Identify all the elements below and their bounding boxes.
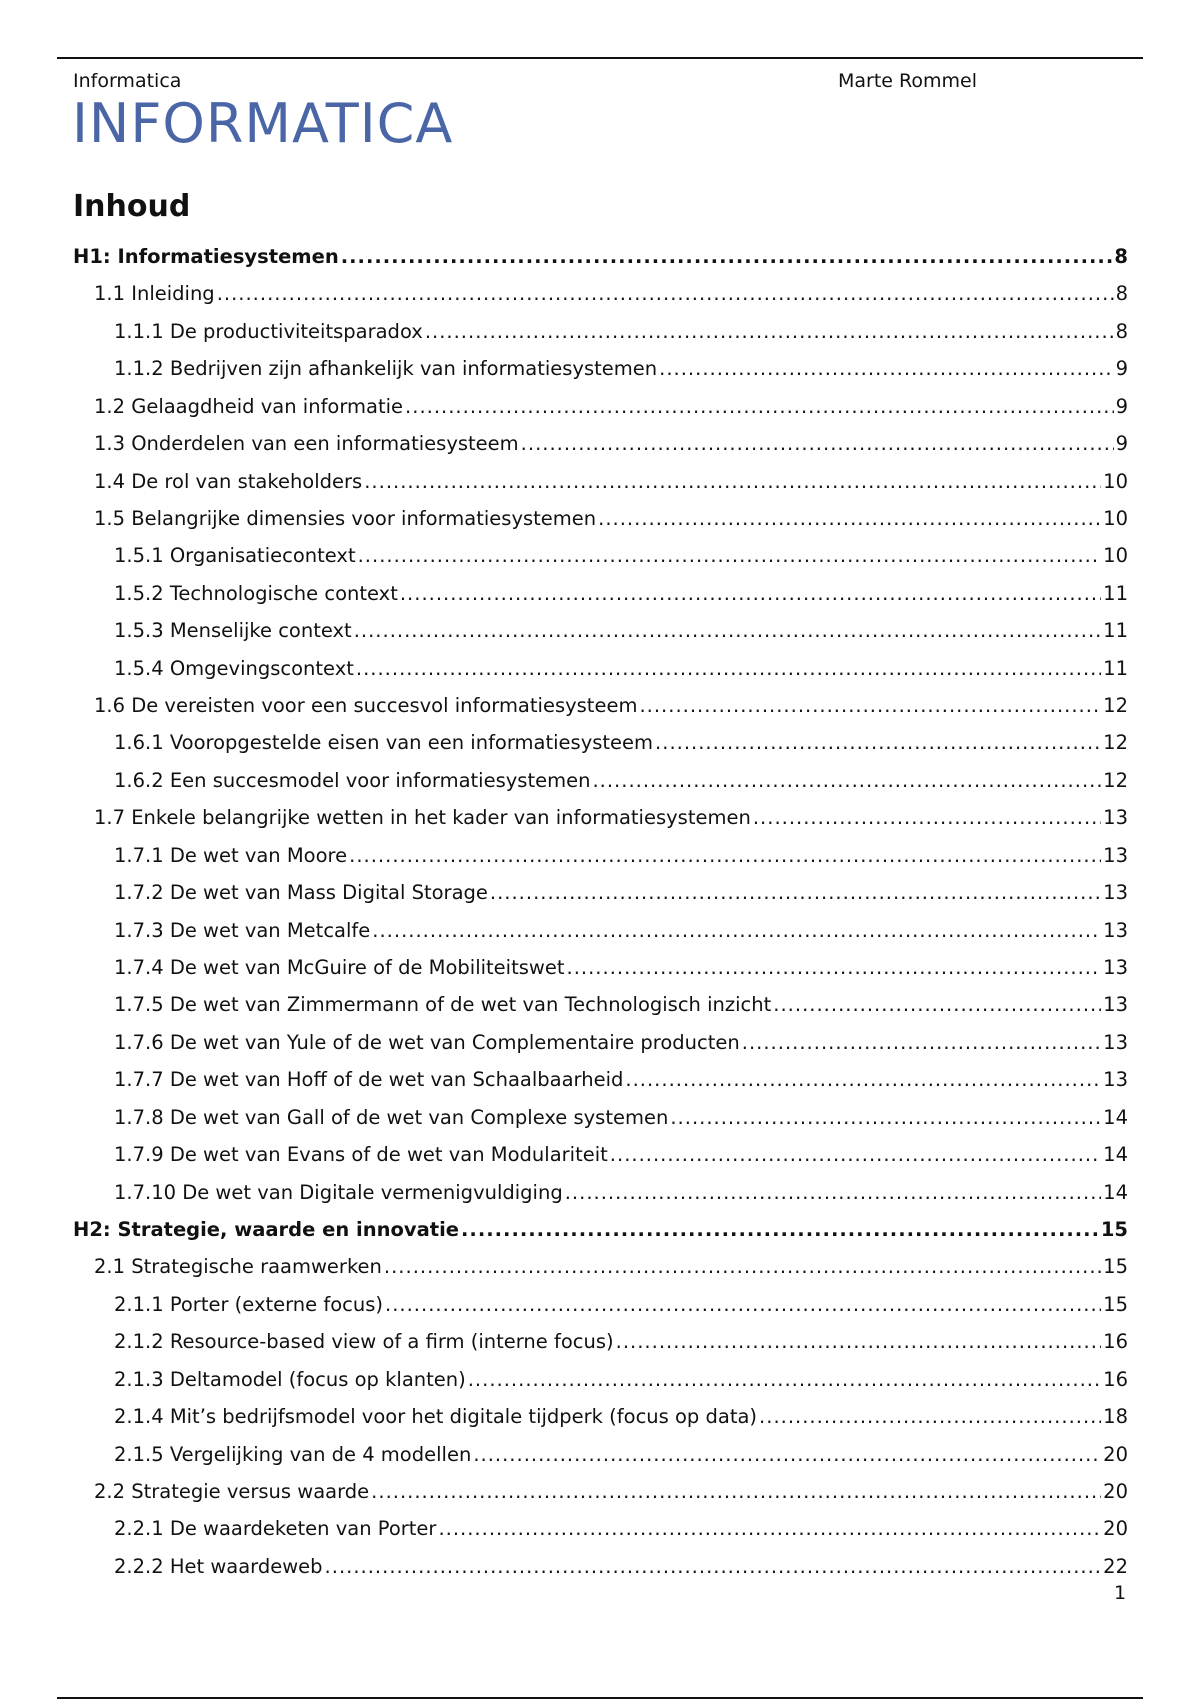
toc-entry-title: H1: Informatiesystemen	[73, 245, 339, 268]
toc-entry[interactable]	[73, 1510, 1128, 1547]
toc-dot-leader	[461, 1211, 1099, 1248]
toc-entry[interactable]	[73, 687, 1128, 724]
toc-dot-leader	[358, 537, 1102, 574]
toc-dot-leader	[670, 1099, 1101, 1136]
toc-entry[interactable]	[73, 762, 1128, 799]
toc-dot-leader	[625, 1061, 1101, 1098]
toc-entry-title: 1.7.3 De wet van Metcalfe	[114, 918, 371, 942]
toc-entry-page: 20	[1103, 1479, 1128, 1503]
toc-entry-title: 2.1 Strategische raamwerken	[94, 1255, 382, 1279]
toc-dot-leader	[425, 313, 1114, 350]
toc-entry[interactable]	[73, 463, 1128, 500]
toc-entry-page: 10	[1103, 506, 1128, 530]
toc-dot-leader	[592, 762, 1101, 799]
toc-entry[interactable]	[73, 425, 1128, 462]
toc-entry[interactable]	[73, 238, 1128, 275]
toc-heading: Inhoud	[73, 189, 191, 224]
toc-entry-title: 1.7.10 De wet van Digitale vermenigvuldiging	[114, 1180, 563, 1204]
toc-entry-title: 1.6.1 Vooropgestelde eisen van een informatiesysteem	[114, 731, 654, 755]
toc-dot-leader	[610, 1136, 1101, 1173]
toc-entry[interactable]	[73, 388, 1128, 425]
toc-entry-title: 1.6 De vereisten voor een succesvol informatiesysteem	[94, 694, 638, 718]
toc-entry-page: 13	[1103, 956, 1128, 980]
toc-entry[interactable]	[73, 1211, 1128, 1248]
toc-entry[interactable]	[73, 1436, 1128, 1473]
toc-dot-leader	[341, 238, 1113, 275]
toc-entry-page: 12	[1103, 731, 1128, 755]
toc-entry[interactable]	[73, 1061, 1128, 1098]
toc-entry[interactable]	[73, 350, 1128, 387]
toc-dot-leader	[565, 1174, 1101, 1211]
toc-entry-title: 1.5.3 Menselijke context	[114, 619, 352, 643]
toc-entry[interactable]	[73, 275, 1128, 312]
toc-entry[interactable]	[73, 500, 1128, 537]
table-of-contents	[73, 238, 1128, 1585]
toc-dot-leader	[438, 1510, 1101, 1547]
toc-dot-leader	[371, 1473, 1101, 1510]
toc-entry-title: 1.3 Onderdelen van een informatiesysteem	[94, 432, 519, 456]
toc-dot-leader	[598, 500, 1101, 537]
toc-entry[interactable]	[73, 912, 1128, 949]
toc-entry[interactable]	[73, 837, 1128, 874]
toc-entry-page: 15	[1103, 1292, 1128, 1316]
toc-dot-leader	[639, 687, 1101, 724]
toc-entry-page: 8	[1114, 245, 1128, 268]
toc-entry-title: 2.2 Strategie versus waarde	[94, 1479, 370, 1503]
toc-dot-leader	[753, 799, 1101, 836]
toc-dot-leader	[773, 986, 1101, 1023]
footer-rule	[57, 1697, 1143, 1699]
toc-entry-page: 16	[1103, 1330, 1128, 1354]
toc-entry[interactable]	[73, 799, 1128, 836]
toc-entry-page: 9	[1115, 394, 1128, 418]
toc-entry-title: 1.1.2 Bedrijven zijn afhankelijk van informatiesystemen	[114, 357, 658, 381]
toc-dot-leader	[217, 275, 1114, 312]
toc-entry[interactable]	[73, 1174, 1128, 1211]
toc-entry-page: 12	[1103, 694, 1128, 718]
toc-dot-leader	[473, 1436, 1101, 1473]
toc-entry[interactable]	[73, 724, 1128, 761]
toc-entry[interactable]	[73, 1136, 1128, 1173]
toc-entry-page: 9	[1115, 357, 1128, 381]
toc-dot-leader	[742, 1024, 1101, 1061]
toc-dot-leader	[384, 1248, 1101, 1285]
toc-entry-page: 15	[1103, 1255, 1128, 1279]
toc-dot-leader	[468, 1361, 1101, 1398]
toc-entry-page: 14	[1103, 1105, 1128, 1129]
toc-entry-title: 2.1.1 Porter (externe focus)	[114, 1292, 384, 1316]
page-number: 1	[1114, 1582, 1127, 1604]
toc-entry-title: 1.4 De rol van stakeholders	[94, 469, 363, 493]
running-header-right: Marte Rommel	[838, 70, 977, 92]
toc-entry-title: 1.5.4 Omgevingscontext	[114, 656, 354, 680]
toc-entry-page: 12	[1103, 768, 1128, 792]
toc-entry-page: 22	[1103, 1554, 1128, 1578]
toc-entry[interactable]	[73, 1548, 1128, 1585]
toc-entry-page: 13	[1103, 881, 1128, 905]
toc-entry-page: 10	[1103, 544, 1128, 568]
toc-entry-title: 2.1.5 Vergelijking van de 4 modellen	[114, 1442, 472, 1466]
toc-dot-leader	[364, 463, 1101, 500]
toc-entry-page: 13	[1103, 1068, 1128, 1092]
toc-entry-title: 1.7.5 De wet van Zimmermann of de wet van Technologisch inzicht	[114, 993, 772, 1017]
toc-entry-title: 1.6.2 Een succesmodel voor informatiesystemen	[114, 768, 591, 792]
toc-entry[interactable]	[73, 1323, 1128, 1360]
toc-entry-page: 14	[1103, 1180, 1128, 1204]
toc-entry-page: 8	[1115, 319, 1128, 343]
toc-entry-page: 16	[1103, 1367, 1128, 1391]
toc-entry[interactable]	[73, 1099, 1128, 1136]
header-rule	[57, 57, 1143, 59]
toc-entry-title: 1.7.4 De wet van McGuire of de Mobiliteitswet	[114, 956, 565, 980]
toc-entry-page: 10	[1103, 469, 1128, 493]
toc-entry[interactable]	[73, 650, 1128, 687]
toc-dot-leader	[759, 1398, 1101, 1435]
toc-entry-page: 20	[1103, 1517, 1128, 1541]
toc-entry[interactable]	[73, 612, 1128, 649]
toc-entry-title: 1.7.7 De wet van Hoff of de wet van Schaalbaarheid	[114, 1068, 624, 1092]
toc-dot-leader	[385, 1286, 1101, 1323]
toc-dot-leader	[567, 949, 1102, 986]
toc-entry-page: 18	[1103, 1405, 1128, 1429]
toc-dot-leader	[405, 388, 1114, 425]
toc-entry[interactable]	[73, 1473, 1128, 1510]
toc-entry-title: 2.1.3 Deltamodel (focus op klanten)	[114, 1367, 466, 1391]
toc-entry-page: 9	[1115, 432, 1128, 456]
toc-entry-page: 11	[1103, 581, 1128, 605]
toc-dot-leader	[616, 1323, 1102, 1360]
toc-entry-page: 13	[1103, 918, 1128, 942]
toc-dot-leader	[521, 425, 1114, 462]
running-header-left: Informatica	[73, 70, 182, 92]
toc-entry[interactable]	[73, 537, 1128, 574]
toc-entry-page: 13	[1103, 1030, 1128, 1054]
toc-entry-title: H2: Strategie, waarde en innovatie	[73, 1217, 459, 1241]
toc-entry-page: 11	[1103, 656, 1128, 680]
toc-entry-title: 1.1 Inleiding	[94, 282, 215, 306]
toc-entry-title: 1.5.1 Organisatiecontext	[114, 544, 356, 568]
toc-entry-title: 1.7 Enkele belangrijke wetten in het kader van informatiesystemen	[94, 806, 751, 830]
toc-dot-leader	[325, 1548, 1102, 1585]
toc-entry-title: 2.1.2 Resource-based view of a firm (interne focus)	[114, 1330, 614, 1354]
toc-dot-leader	[372, 912, 1101, 949]
toc-entry[interactable]	[73, 1398, 1128, 1435]
toc-entry-title: 1.7.2 De wet van Mass Digital Storage	[114, 881, 488, 905]
toc-entry[interactable]	[73, 1024, 1128, 1061]
toc-entry-title: 1.7.1 De wet van Moore	[114, 843, 348, 867]
toc-entry-page: 8	[1115, 282, 1128, 306]
toc-entry[interactable]	[73, 1286, 1128, 1323]
toc-entry-title: 2.2.2 Het waardeweb	[114, 1554, 323, 1578]
toc-entry[interactable]	[73, 575, 1128, 612]
toc-entry-page: 20	[1103, 1442, 1128, 1466]
toc-entry-page: 13	[1103, 843, 1128, 867]
toc-dot-leader	[354, 612, 1101, 649]
toc-entry-page: 14	[1103, 1143, 1128, 1167]
toc-dot-leader	[400, 575, 1101, 612]
document-title: INFORMATICA	[72, 92, 454, 155]
toc-entry-page: 13	[1103, 806, 1128, 830]
toc-dot-leader	[356, 650, 1101, 687]
toc-dot-leader	[655, 724, 1101, 761]
toc-entry[interactable]	[73, 1248, 1128, 1285]
toc-dot-leader	[490, 874, 1101, 911]
toc-entry[interactable]	[73, 986, 1128, 1023]
toc-entry-page: 11	[1103, 619, 1128, 643]
toc-entry-title: 1.1.1 De productiviteitsparadox	[114, 319, 423, 343]
toc-entry[interactable]	[73, 313, 1128, 350]
toc-dot-leader	[349, 837, 1101, 874]
toc-entry-title: 2.2.1 De waardeketen van Porter	[114, 1517, 437, 1541]
toc-entry-title: 1.7.6 De wet van Yule of de wet van Complementaire producten	[114, 1030, 740, 1054]
toc-entry-page: 15	[1100, 1217, 1128, 1241]
toc-entry-title: 1.5.2 Technologische context	[114, 581, 398, 605]
toc-entry-title: 1.7.8 De wet van Gall of de wet van Complexe systemen	[114, 1105, 669, 1129]
toc-entry-title: 1.2 Gelaagdheid van informatie	[94, 394, 404, 418]
toc-entry[interactable]	[73, 949, 1128, 986]
toc-entry-title: 1.5 Belangrijke dimensies voor informatiesystemen	[94, 506, 597, 530]
toc-dot-leader	[659, 350, 1113, 387]
toc-entry[interactable]	[73, 874, 1128, 911]
toc-entry-title: 1.7.9 De wet van Evans of de wet van Modulariteit	[114, 1143, 608, 1167]
toc-entry-title: 2.1.4 Mit’s bedrijfsmodel voor het digitale tijdperk (focus op data)	[114, 1405, 758, 1429]
toc-entry-page: 13	[1103, 993, 1128, 1017]
toc-entry[interactable]	[73, 1361, 1128, 1398]
